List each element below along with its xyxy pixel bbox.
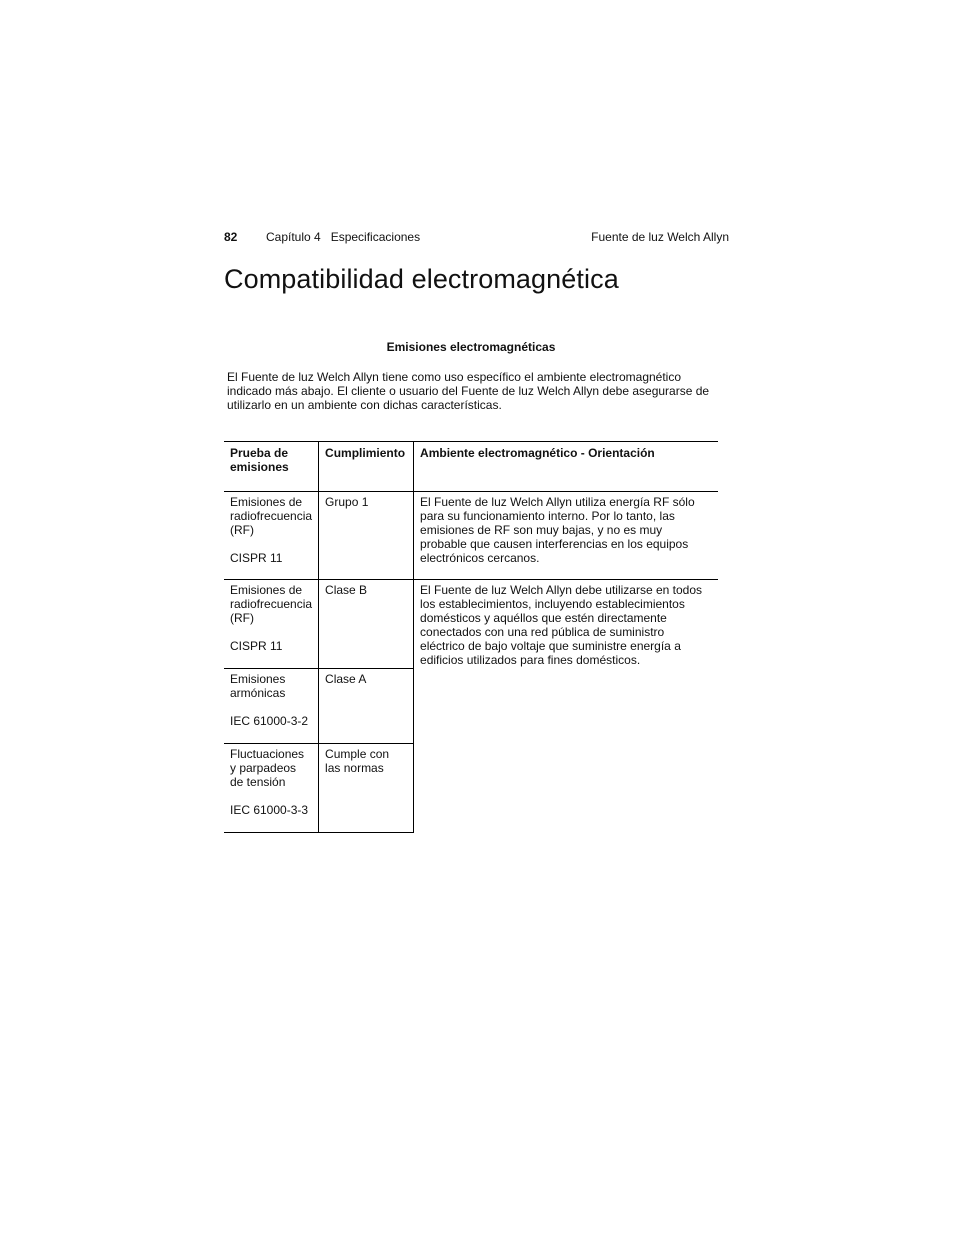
chapter-label: Capítulo 4 Especificaciones (266, 230, 421, 244)
test-name: Emisiones armónicas (230, 672, 286, 700)
test-name: Fluctuaciones y parpadeos de tensión (230, 747, 305, 789)
cell-test (224, 669, 319, 744)
test-name: Emisiones de radiofrecuencia (RF) (230, 583, 313, 625)
header-guidance: Ambiente electromagnético - Orientación (420, 446, 655, 460)
header-test: Prueba de emisiones (224, 442, 319, 492)
table-header-row (224, 442, 718, 492)
cell-compliance: Cumple con las normas (319, 744, 414, 833)
intro-paragraph: El Fuente de luz Welch Allyn tiene como uso específico el ambiente electromagnético indicado más abajo. El cliente o usuario del Fuente de luz Welch Allyn debe asegurarse de utilizarlo en un ambiente con dichas características. (227, 370, 710, 412)
cell-compliance: Clase B (319, 580, 414, 669)
cell-test (224, 580, 319, 669)
cell-test (224, 492, 319, 580)
cell-compliance: Clase A (319, 669, 414, 744)
test-standard: IEC 61000-3-3 (230, 803, 309, 817)
header-compliance: Cumplimiento (319, 442, 414, 492)
table-row (224, 492, 718, 580)
cell-test (224, 744, 319, 833)
test-standard: IEC 61000-3-2 (230, 714, 309, 728)
cell-guidance: El Fuente de luz Welch Allyn utiliza energía RF sólo para su funcionamiento interno. Por lo tanto, las emisiones de RF son muy bajas, y no es muy probable que causen interferencias en los equipos electrónicos cercanos. (420, 495, 695, 565)
page-header (224, 230, 729, 246)
emissions-table (224, 441, 718, 833)
page-number: 82 (224, 230, 238, 244)
section-subtitle: Emisiones electromagnéticas (386, 340, 556, 354)
page-title: Compatibilidad electromagnética (224, 264, 619, 294)
product-name: Fuente de luz Welch Allyn (591, 230, 729, 244)
table-row (224, 580, 718, 669)
test-name: Emisiones de radiofrecuencia (RF) (230, 495, 313, 537)
test-standard: CISPR 11 (230, 551, 283, 565)
test-standard: CISPR 11 (230, 639, 283, 653)
cell-compliance: Grupo 1 (319, 492, 414, 580)
cell-guidance: El Fuente de luz Welch Allyn debe utilizarse en todos los establecimientos, incluyendo establecimientos domésticos y aquéllos que estén directamente conectados con una red pública de suministro eléctrico de bajo voltaje que suministre energía a edificios utilizados para fines domésticos. (414, 580, 718, 833)
